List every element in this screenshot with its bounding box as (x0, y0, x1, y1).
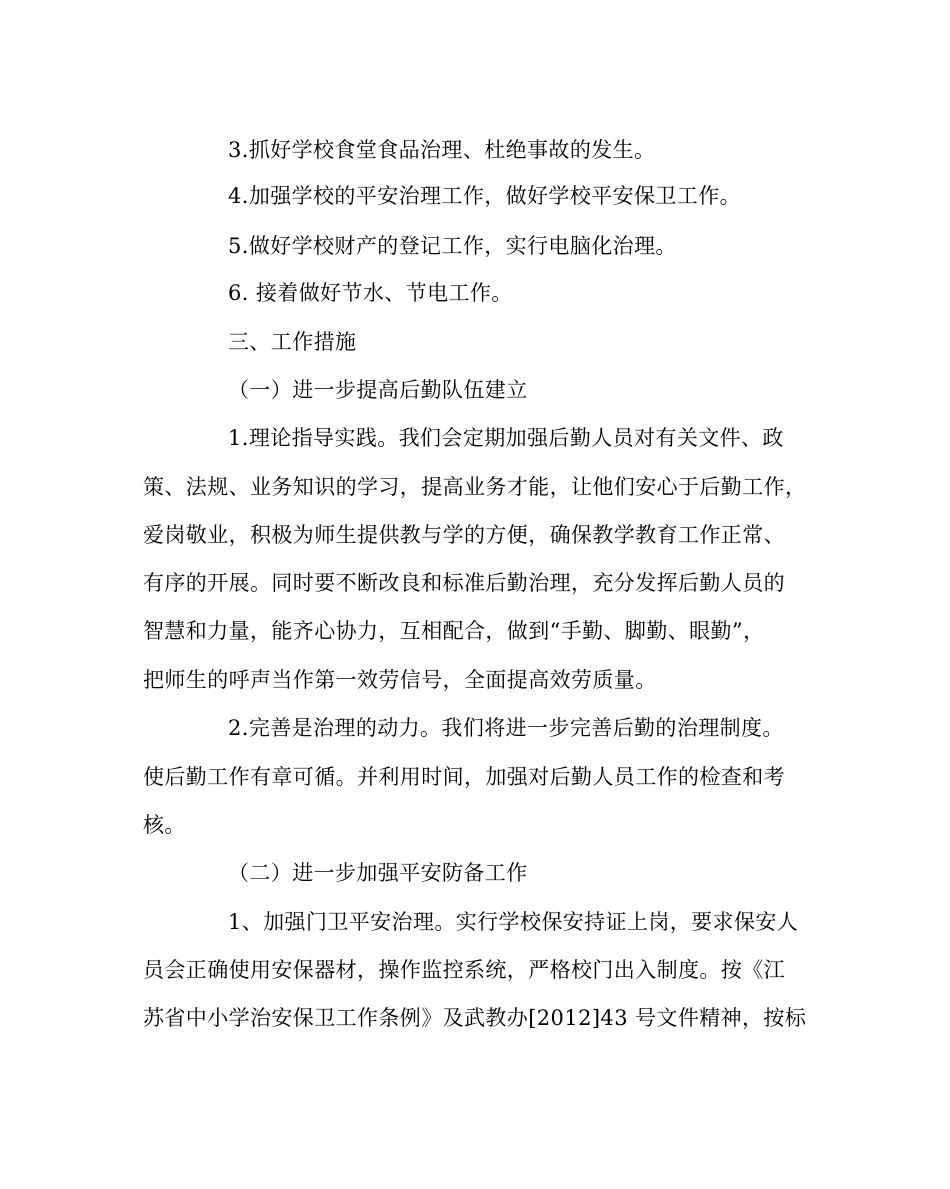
paragraph-2-line-1: 2.完善是治理的动力。我们将进一步完善后勤的治理制度。 (228, 716, 784, 740)
subheading-safety-defense: （二）进一步加强平安防备工作 (228, 861, 528, 885)
text-line-item-4: 4.加强学校的平安治理工作，做好学校平安保卫工作。 (228, 184, 742, 208)
section-heading-measures: 三、工作措施 (228, 330, 357, 354)
paragraph-3-line-3: 苏省中小学治安保卫工作条例》及武教办[2012]43 号文件精神，按标 (143, 1006, 807, 1030)
text-line-item-6: 6. 接着做好节水、节电工作。 (228, 281, 513, 305)
paragraph-1-line-2: 策、法规、业务知识的学习，提高业务才能，让他们安心于后勤工作， (143, 475, 807, 499)
paragraph-1-line-5: 智慧和力量，能齐心协力，互相配合，做到“手勤、脚勤、眼勤”， (143, 619, 765, 643)
subheading-team-building: （一）进一步提高后勤队伍建立 (228, 378, 528, 402)
text-line-item-5: 5.做好学校财产的登记工作，实行电脑化治理。 (228, 234, 677, 258)
paragraph-1-line-1: 1.理论指导实践。我们会定期加强后勤人员对有关文件、政 (228, 426, 784, 450)
paragraph-1-line-4: 有序的开展。同时要不断改良和标准后勤治理，充分发挥后勤人员的 (143, 571, 785, 595)
paragraph-3-line-1: 1、加强门卫平安治理。实行学校保安持证上岗，要求保安人 (228, 910, 799, 934)
paragraph-1-line-3: 爱岗敬业，积极为师生提供教与学的方便，确保教学教育工作正常、 (143, 523, 785, 547)
paragraph-3-line-2: 员会正确使用安保器材，操作监控系统，严格校门出入制度。按《江 (143, 958, 785, 982)
text-line-item-3: 3.抓好学校食堂食品治理、杜绝事故的发生。 (228, 138, 656, 162)
paragraph-2-line-2: 使后勤工作有章可循。并利用时间，加强对后勤人员工作的检查和考 (143, 765, 785, 789)
paragraph-2-line-3: 核。 (143, 813, 186, 837)
paragraph-1-line-6: 把师生的呼声当作第一效劳信号，全面提高效劳质量。 (143, 668, 657, 692)
